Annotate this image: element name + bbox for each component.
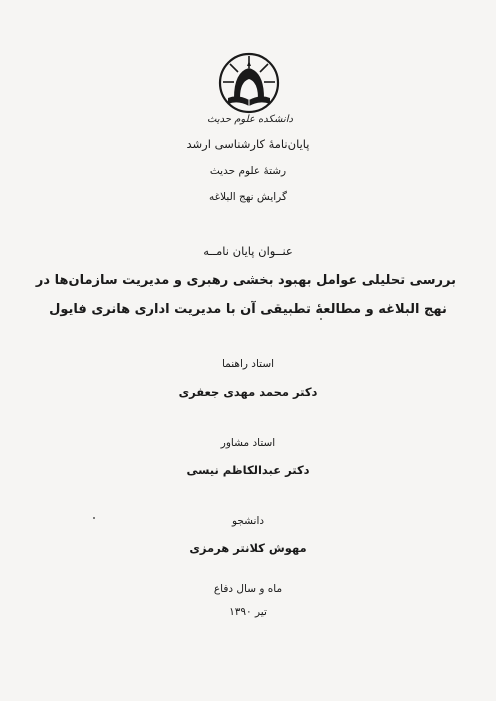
thesis-type: پایان‌نامهٔ کارشناسی ارشد	[186, 137, 310, 151]
advisor-label: استاد مشاور	[220, 437, 276, 449]
advisor-name: دکتر عبدالکاظم نیسی	[186, 463, 310, 477]
university-logo-caption: دانشکده علوم حدیث	[207, 114, 293, 125]
student-label: دانشجو	[231, 515, 265, 527]
thesis-title-line-1: بررسی تحلیلی عوامل بهبود بخشی رهبری و مدیریت سازمان‌ها در	[35, 273, 456, 288]
supervisor-name: دکتر محمد مهدی جعفری	[178, 385, 318, 399]
student-name: مهوش کلانتر هرمزی	[189, 541, 307, 555]
university-logo-icon	[218, 52, 280, 114]
scan-speck	[320, 318, 322, 320]
supervisor-label: استاد راهنما	[221, 358, 275, 370]
scan-speck	[93, 517, 95, 519]
defense-date: تیر ۱۳۹۰	[229, 606, 267, 618]
thesis-title-label: عنــوان پایان نامــه	[203, 244, 293, 258]
thesis-title-line-2: نهج البلاغه و مطالعهٔ تطبیقی آن با مدیریت اداری هانری فایول	[49, 302, 447, 317]
field-of-study: رشتهٔ علوم حدیث	[209, 165, 287, 177]
specialization: گرایش نهج البلاغه	[209, 191, 287, 203]
defense-date-label: ماه و سال دفاع	[213, 583, 283, 595]
